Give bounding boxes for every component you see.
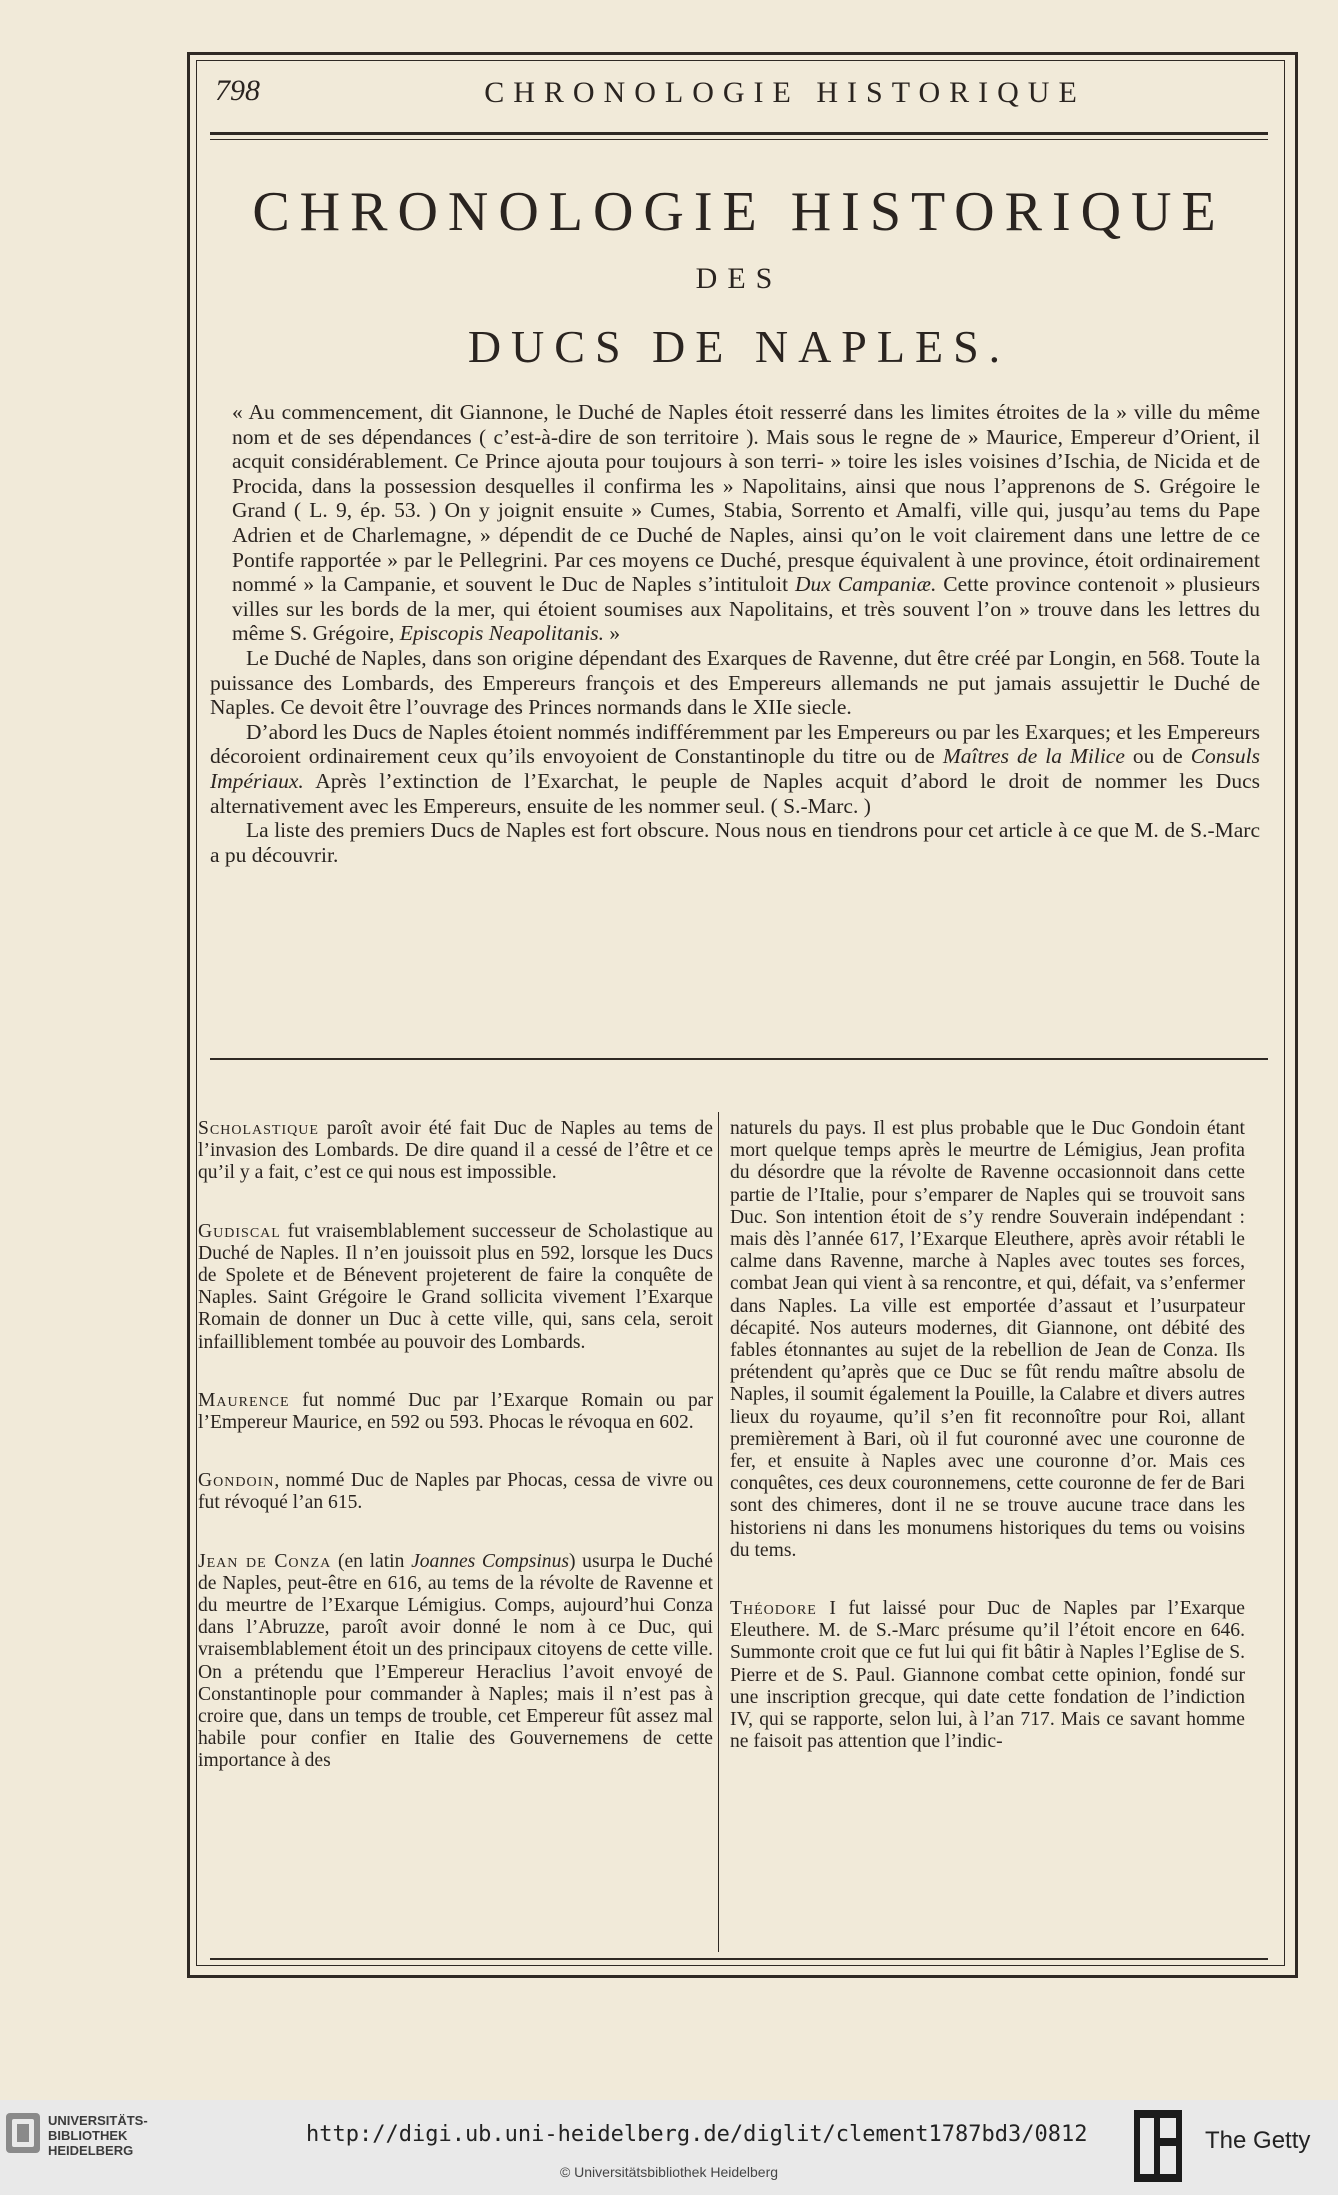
entry-gondoin: Gondoin, nommé Duc de Naples par Phocas, cessa de vivre ou fut révoqué l’an 615. [198, 1470, 713, 1514]
right-column [730, 1118, 1245, 1789]
permalink-url[interactable]: http://digi.ub.uni-heidelberg.de/diglit/clement1787bd3/0812 [306, 2122, 1088, 2147]
entry-maurence: Maurence fut nommé Duc par l’Exarque Romain ou par l’Empereur Maurice, en 592 ou 593. Phocas le révoqua en 602. [198, 1389, 713, 1434]
entry-name: Théodore [730, 1598, 817, 1620]
intro-paragraph-origin: Le Duché de Naples, dans son origine dépendant des Exarques de Ravenne, dut être créé par Longin, en 568. Toute la puissance des Lombards, des Empereurs françois et des Empereurs allemands ne put jamais assujettir le Duché de Naples. Ce devoit être l’ouvrage des Princes normands dans le XIIe siecle. [210, 645, 1260, 720]
subtitle-des: DES [695, 262, 783, 295]
entry-name: Maurence [198, 1389, 290, 1411]
intro-paragraph-nomination: D’abord les Ducs de Naples étoient nommés indifféremment par les Empereurs ou par les Exarques; et les Empereurs décoroient ordinairement ceux qu’ils envoyoient de Constantinople du titre ou de Maîtres de la Milice ou de Consuls Impériaux. Après l’extinction de l’Exarchat, le peuple de Naples acquit d’abord le droit de nommer les Ducs alternativement avec les Empereurs, ensuite de les nommer seul. ( S.-Marc. ) [210, 719, 1261, 818]
getty-logo-icon [1134, 2110, 1182, 2182]
viewer-footer [0, 2100, 1338, 2195]
page-title: CHRONOLOGIE HISTORIQUE [252, 181, 1226, 243]
running-head [215, 74, 1265, 120]
institution-name: UNIVERSITÄTS- BIBLIOTHEK HEIDELBERG [48, 2113, 148, 2158]
partner-name: The Getty [1205, 2127, 1311, 2154]
entry-name: Gudiscal [198, 1220, 281, 1242]
subtitle-ducs: DUCS DE NAPLES. [467, 321, 1011, 372]
entry-scholastique: Scholastique paroît avoir été fait Duc de Naples au tems de l’invasion des Lombards. De dire quand il a cessé de l’être et ce qu’il y a fait, c’est ce qui nous est impossible. [198, 1118, 713, 1184]
bottom-rule [210, 1958, 1268, 1960]
intro-text [210, 400, 1260, 867]
intro-paragraph-quote: « Au commencement, dit Giannone, le Duché de Naples étoit resserré dans les limites étroites de la » ville du même nom et de ses dépendances ( c’est-à-dire de son territoire ). Mais sous le regne de » Maurice, Empereur d’Orient, il acquit considérablement. Ce Prince ajouta pour toujours à son terri- » toire les isles voisines d’Ischia, de Nicida et de Procida, dans la possession desquelles il confirma les » Napolitains, ainsi que nous l’apprenons de S. Grégoire le Grand ( L. 9, ép. 53. ) On y joignit ensuite » Cumes, Stabia, Sorrento et Amalfi, ville qui, jusqu’au tems du Pape Adrien et de Charlemagne, » dépendit de ce Duché de Naples, ainsi qu’on le voit clairement dans une lettre de ce Pontife rapportée » par le Pellegrini. Par ces moyens ce Duché, presque équivalent à une province, étoit ordinairement nommé » la Campanie, et souvent le Duc de Naples s’intituloit Dux Campaniæ. Cette province contenoit » plusieurs villes sur les bords de la mer, qui étoient soumises aux Napolitains, et très souvent l’on » trouve dans les lettres du même S. Grégoire, Episcopis Neapolitanis. » [232, 400, 1261, 646]
column-divider [718, 1112, 719, 1952]
running-title: CHRONOLOGIE HISTORIQUE [484, 76, 1086, 109]
entry-jean-de-conza: Jean de Conza (en latin Joannes Compsinus) usurpa le Duché de Naples, peut-être en 616, au tems de la révolte de Ravenne et du meurtre de l’Exarque Lémigius. Comps, aujourd’hui Conza dans l’Abruzze, paroît avoir donné le nom à ce Duc, qui vraisemblablement étoit un des principaux citoyens de cette ville. On a prétendu que l’Empereur Heraclius l’avoit envoyé de Constantinople pour commander à Naples; mais il n’est pas à croire que, dans un temps de trouble, cet Empereur fût assez mal habile pour confier en Italie des Gouvernemens de cette importance à des [198, 1550, 713, 1772]
entry-name: Jean de Conza [198, 1550, 332, 1572]
entry-name: Gondoin [198, 1470, 275, 1492]
page-number: 798 [215, 74, 260, 107]
entry-gudiscal: Gudiscal fut vraisemblablement successeur de Scholastique au Duché de Naples. Il n’en jouissoit plus en 592, lorsque les Ducs de Spolete et de Bénevent projeterent de faire la conquête de Naples. Saint Grégoire le Grand sollicita vivement l’Exarque Romain de donner un Duc à cette ville, qui, sans cela, seroit infailliblement tombée au pouvoir des Lombards. [198, 1220, 714, 1353]
copyright-notice: © Universitätsbibliothek Heidelberg [559, 2164, 779, 2180]
section-rule [210, 1058, 1268, 1060]
entry-name: Scholastique [198, 1118, 319, 1139]
header-rule-thin [210, 139, 1268, 140]
intro-paragraph-list: La liste des premiers Ducs de Naples est fort obscure. Nous nous en tiendrons pour cet article à ce que M. de S.-Marc a pu découvrir. [210, 818, 1260, 867]
university-seal-icon [4, 2111, 42, 2155]
entry-theodore: Théodore I fut laissé pour Duc de Naples par l’Exarque Eleuthere. M. de S.-Marc présume qu’il l’étoit encore en 646. Summonte croit que ce fut lui qui fit bâtir à Naples l’Eglise de S. Pierre et de S. Paul. Giannone combat cette opinion, fondé sur une inscription grecque, qui date cette fondation de l’indiction IV, qui se rapporte, selon lui, à l’an 717. Mais ce savant homme ne faisoit pas attention que l’indic- [730, 1598, 1245, 1753]
left-column [198, 1118, 713, 1809]
entry-jean-continuation: naturels du pays. Il est plus probable que le Duc Gondoin étant mort quelque temps après le meurtre de Lémigius, Jean profita du désordre que la révolte de Ravenne occasionnoit dans cette partie de l’Italie, pour s’emparer de Naples qui se trouvoit sans Duc. Son intention étoit de s’y rendre Souverain indépendant : mais dès l’année 617, l’Exarque Eleuthere, après avoir rétabli le calme dans Ravenne, marche à Naples avec toutes ses forces, combat Jean qui vient à sa rencontre, et qui, défait, va s’enfermer dans Naples. La ville est emportée d’assaut et l’usurpateur décapité. Nos auteurs modernes, dit Giannone, ont débité des fables étonnantes au sujet de la rebellion de Jean de Conza. Ils prétendent qu’après que ce Duc se fût rendu maître absolu de Naples, il soumit également la Pouille, la Calabre et divers autres lieux du royaume, qu’il s’en fit reconnoître pour Roi, allant premièrement à Bari, où il fut couronné avec une couronne de fer, et ensuite à Naples avec une couronne d’or. Mais ces conquêtes, ces deux couronnemens, cette couronne de fer de Bari sont des chimeres, dont il ne se trouve aucune trace dans les historiens ni dans les monumens historiques du tems ou voisins du tems. [730, 1118, 1245, 1561]
header-rule [210, 132, 1268, 135]
